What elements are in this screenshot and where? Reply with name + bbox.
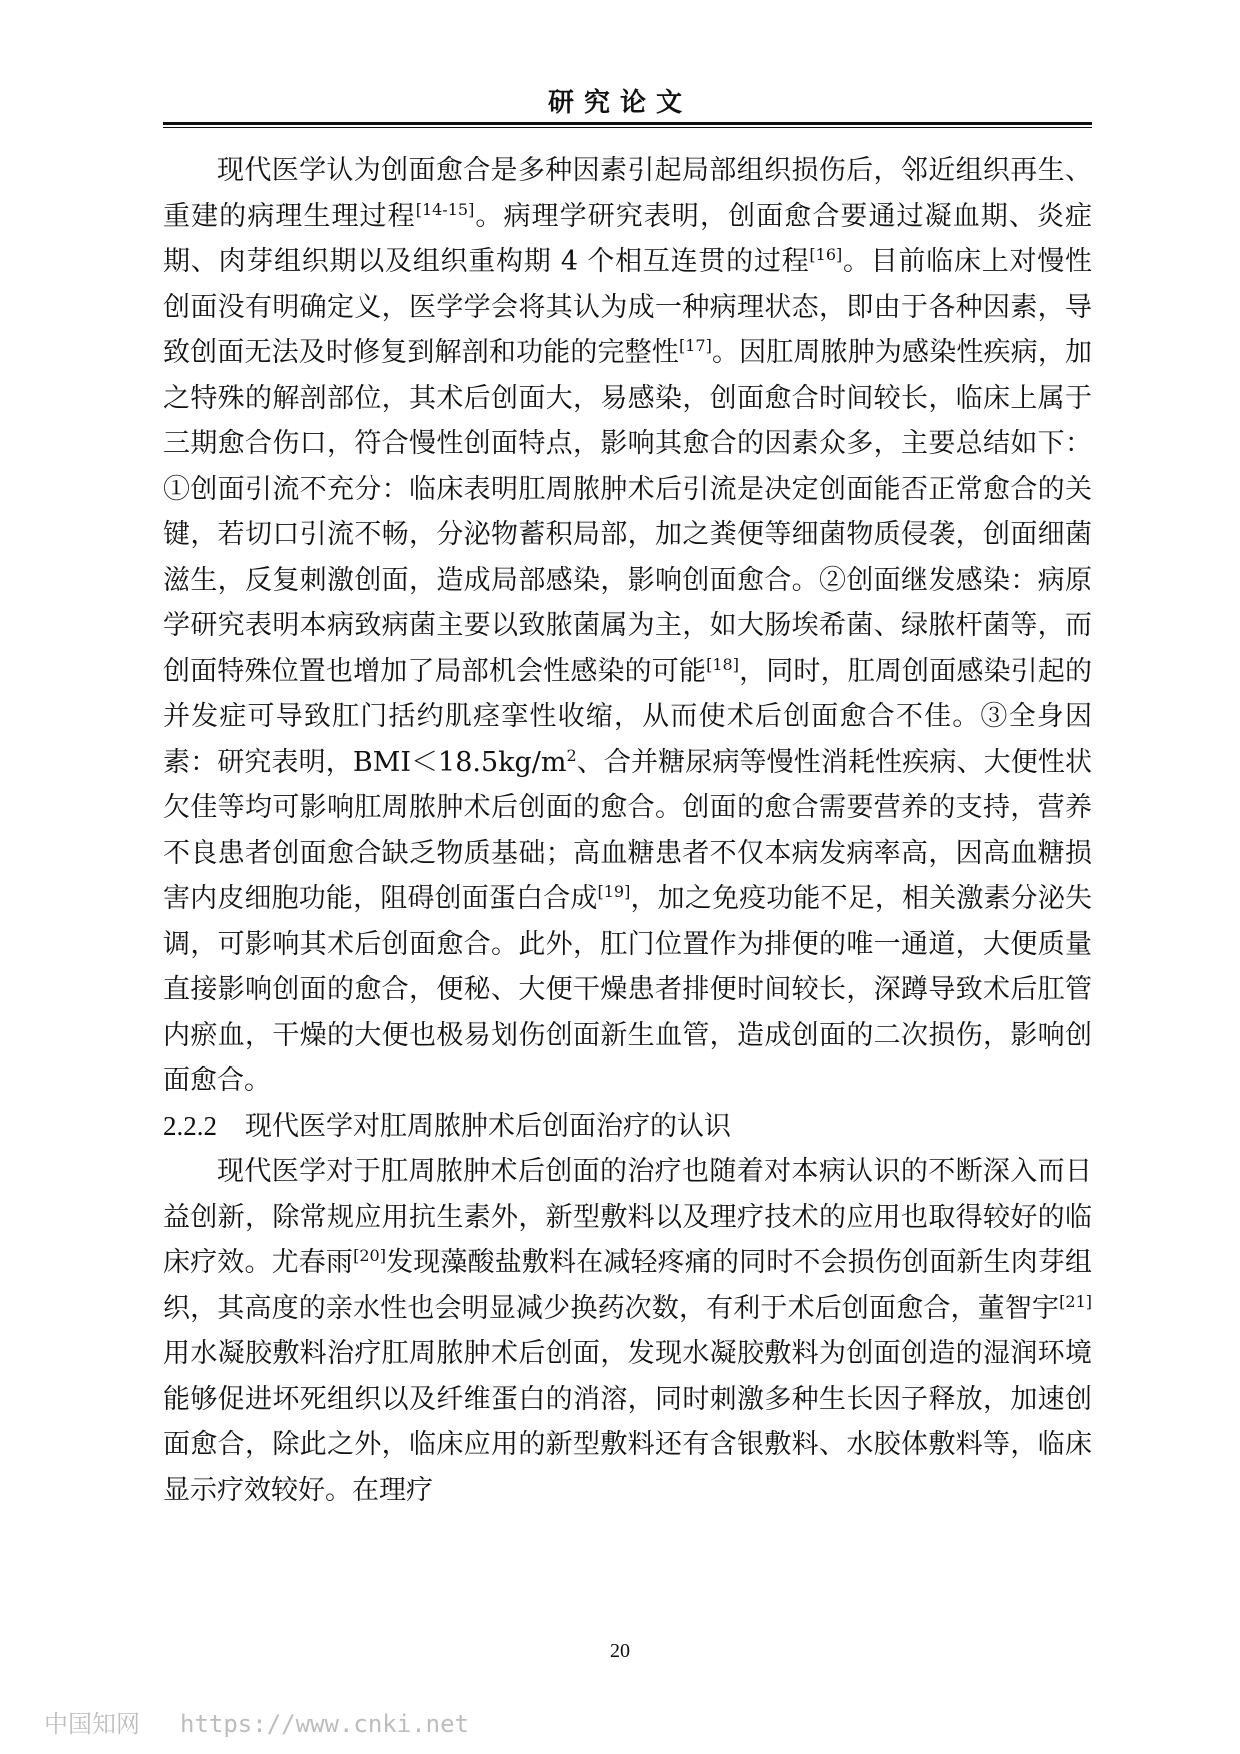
paragraph-wound-healing-factors <box>163 148 1092 1104</box>
superscript-exponent: 2 <box>566 745 577 765</box>
running-header-title: 研究论文 <box>547 88 692 118</box>
text-run: ，加之免疫功能不足，相关激素分泌失调，可影响其术后创面愈合。此外，肛门位置作为排便的唯一通道，大便质量直接影响创面的愈合，便秘、大便干燥患者排便时间较长，深蹲导致术后肛管内瘀血，干燥的大便也极易划伤创面新生血管，造成创面的二次损伤，影响创面愈合。 <box>163 883 1092 1096</box>
section-heading <box>163 1104 1092 1150</box>
text-run: 用水凝胶敷料治疗肛周脓肿术后创面，发现水凝胶敷料为创面创造的湿润环境能够促进坏死组织以及纤维蛋白的消溶，同时刺激多种生长因子释放，加速创面愈合，除此之外，临床应用的新型敷料还有含银敷料、水胶体敷料等，临床显示疗效较好。在理疗 <box>163 1338 1092 1506</box>
text-run: 现代医学对于肛周脓肿术后创面的治疗也随着对本病认识的不断深入而日益创新，除常规应用抗生素外，新型敷料以及理疗技术的应用也取得较好的临床疗效。尤春雨 <box>163 1156 1092 1278</box>
citation: [20] <box>353 1246 386 1265</box>
watermark-logo: 中国知网 <box>44 1710 140 1738</box>
citation: [14-15] <box>415 199 475 219</box>
citation: [17] <box>678 336 712 355</box>
text-run: 。目前临床上对慢性创面没有明确定义，医学学会将其认为成一种病理状态，即由于各种因素，导致创面无法及时修复到解剖和功能的完整性 <box>163 246 1093 368</box>
body-text <box>163 148 1092 1513</box>
section-number: 2.2.2 <box>163 1110 217 1141</box>
text-run: 现代医学认为创面愈合是多种因素引起局部组织损伤后，邻近组织再生、重建的病理生理过程 <box>163 155 1092 232</box>
citation: [19] <box>597 882 631 901</box>
text-run: 、合并糖尿病等慢性消耗性疾病、大便性状欠佳等均可影响肛周脓肿术后创面的愈合。创面的愈合需要营养的支持，营养不良患者创面愈合缺乏物质基础；高血糖患者不仅本病发病率高，因高血糖损害内皮细胞功能，阻碍创面蛋白合成 <box>163 746 1093 914</box>
text-run: ，同时，肛周创面感染引起的并发症可导致肛门括约肌痉挛性收缩，从而使术后创面愈合不佳。③全身因素：研究表明，BMI＜18.5kg/m <box>163 655 1092 778</box>
section-title: 现代医学对肛周脓肿术后创面治疗的认识 <box>245 1110 731 1142</box>
text-run: 。病理学研究表明，创面愈合要通过凝血期、炎症期、肉芽组织期以及组织重构期 4 个相互连贯的过程 <box>163 200 1093 277</box>
page-number: 20 <box>610 1640 630 1662</box>
paragraph-modern-treatment <box>163 1149 1092 1513</box>
watermark-url: https://www.cnki.net <box>180 1710 469 1738</box>
watermark <box>44 1704 469 1739</box>
citation: [16] <box>809 245 843 264</box>
header-rule-thin <box>163 127 1092 128</box>
citation: [18] <box>706 654 739 674</box>
citation: [21] <box>1059 1291 1092 1311</box>
text-run: 发现藻酸盐敷料在减轻疼痛的同时不会损伤创面新生肉芽组织，其高度的亲水性也会明显减少换药次数，有利于术后创面愈合，董智宇 <box>163 1247 1092 1324</box>
header-rule-thick <box>163 122 1092 125</box>
text-run: 。因肛周脓肿为感染性疾病，加之特殊的解剖部位，其术后创面大，易感染，创面愈合时间较长，临床上属于三期愈合伤口，符合慢性创面特点，影响其愈合的因素众多，主要总结如下：①创面引流不充分：临床表明肛周脓肿术后引流是决定创面能否正常愈合的关键，若切口引流不畅，分泌物蓄积局部，加之粪便等细菌物质侵袭，创面细菌滋生，反复刺激创面，造成局部感染，影响创面愈合。②创面继发感染：病原学研究表明本病致病菌主要以致脓菌属为主，如大肠埃希菌、绿脓杆菌等，而创面特殊位置也增加了局部机会性感染的可能 <box>163 337 1092 687</box>
